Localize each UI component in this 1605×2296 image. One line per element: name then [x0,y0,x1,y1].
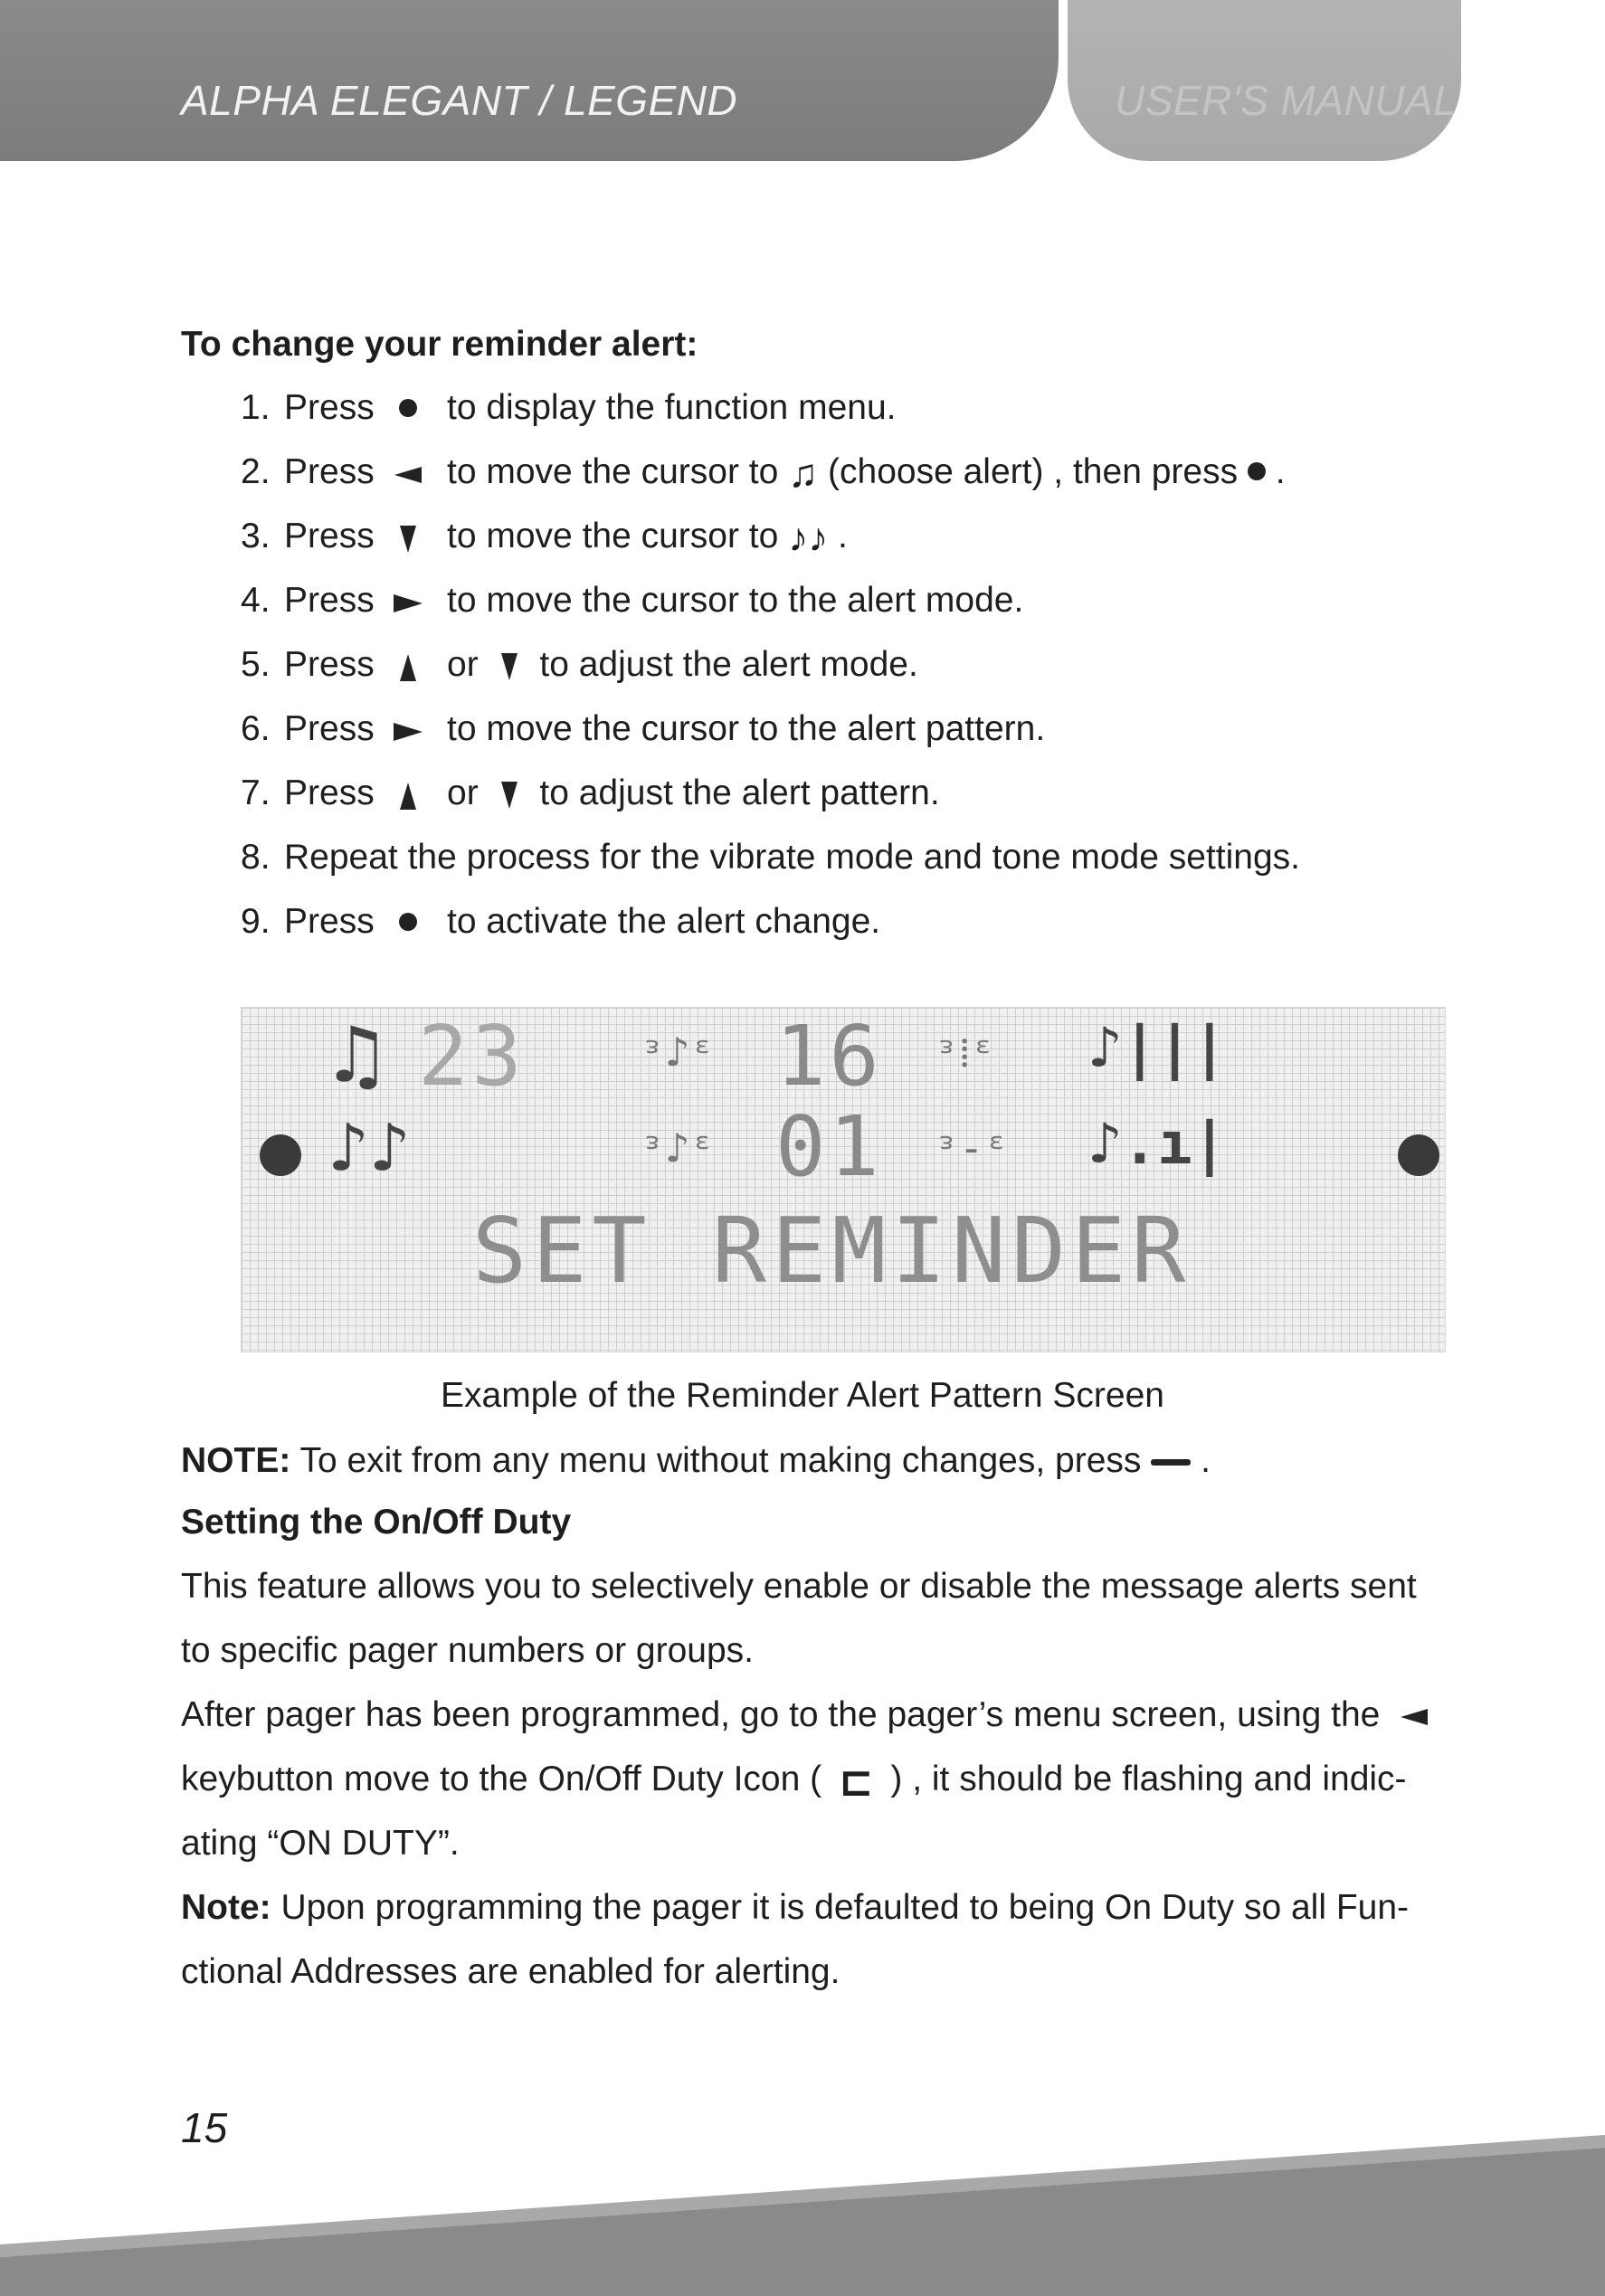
down-arrow-icon [501,653,518,680]
select-button-icon [399,399,417,417]
on-off-duty-icon: ⊏ [838,1757,874,1805]
paragraph-line: This feature allows you to selectively enable or disable the message alerts sent [181,1567,1417,1606]
right-marker-dot [1398,1134,1439,1176]
right-arrow-icon [394,594,423,612]
paragraph-line: ctional Addresses are enabled for alerting. [181,1952,840,1991]
step-3: 3. Press to move the cursor to ♪♪ . [241,515,848,560]
step-1: 1. Press to display the function menu. [241,388,897,427]
section-heading-duty: Setting the On/Off Duty [181,1503,572,1542]
down-arrow-icon [501,782,518,809]
header-manual-tab: USER'S MANUAL [1115,77,1458,124]
down-arrow-icon [400,526,416,553]
reminder-alert-icon: ♪♪ [328,1107,411,1188]
section-heading-reminder: To change your reminder alert: [181,325,698,364]
step-7: 7. Press or to adjust the alert pattern. [241,773,940,812]
up-arrow-icon [400,783,416,810]
back-button-icon [1151,1459,1191,1466]
paragraph-line: keybutton move to the On/Off Duty Icon ( ⊏ ) , it should be flashing and indic- [181,1757,1407,1805]
vibrate-icon: ᵌ♪ᵋ [640,1028,716,1077]
paragraph-line: to specific pager numbers or groups. [181,1631,754,1670]
right-arrow-icon [394,723,423,741]
paragraph-line: After pager has been programmed, go to the pager’s menu screen, using the [181,1694,1428,1736]
tone-level-icon: ♪||| [1087,1015,1228,1082]
step-9: 9. Press to activate the alert change. [241,902,881,941]
vibrate-pattern-icon: ᵌ⁞ᵋ [934,1028,996,1077]
lcd-row1-value-2: 16 [775,1008,883,1105]
lcd-row2-value: 01 [775,1098,883,1195]
select-button-icon [399,913,417,931]
choose-alert-icon: ♫ [332,1008,382,1103]
paragraph-line: ating “ON DUTY”. [181,1824,460,1863]
up-arrow-icon [400,654,416,681]
lcd-row1-value-1: 23 [418,1008,526,1105]
figure-caption: Example of the Reminder Alert Pattern Screen [441,1376,1164,1415]
left-arrow-icon [394,467,422,483]
step-5: 5. Press or to adjust the alert mode. [241,645,918,684]
choose-alert-icon: ♫ [788,451,819,496]
reminder-alert-icon: ♪♪ [788,515,829,560]
select-button-icon [1248,462,1266,480]
step-6: 6. Press to move the cursor to the alert pattern. [241,709,1046,748]
lcd-message: SET REMINDER [472,1198,1192,1304]
note-default: Note: Upon programming the pager it is defaulted to being On Duty so all Fun- [181,1888,1410,1927]
step-2: 2. Press to move the cursor to ♫ (choose alert) , then press . [241,451,1286,496]
left-marker-dot [260,1134,301,1176]
note-exit: NOTE: To exit from any menu without making changes, press . [181,1441,1211,1480]
pager-lcd-screen [241,1007,1446,1352]
tone-pattern-icon: ♪.ı| [1087,1111,1228,1178]
left-arrow-icon [1401,1709,1428,1725]
vibrate-pattern-icon: ᵌ-ᵋ [934,1124,1010,1172]
page-number: 15 [181,2104,228,2151]
header-title: ALPHA ELEGANT / LEGEND [181,77,738,124]
step-8: 8. Repeat the process for the vibrate mode and tone mode settings. [241,838,1301,877]
step-4: 4. Press to move the cursor to the alert mode. [241,581,1024,620]
vibrate-icon: ᵌ♪ᵋ [640,1124,716,1172]
